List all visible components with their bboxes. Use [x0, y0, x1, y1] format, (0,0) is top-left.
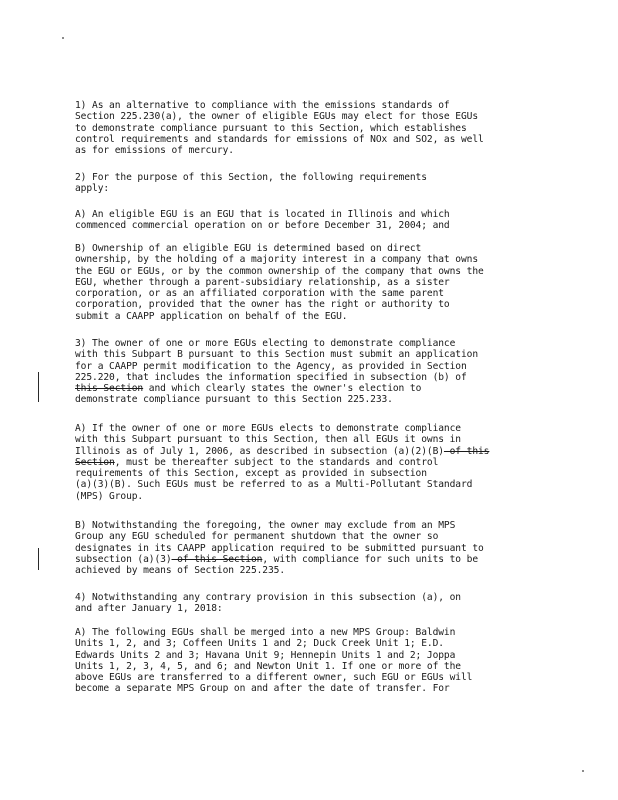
- paragraph-3a-text-after: , must be thereafter subject to the standards and control requirements of this Section, except as provided in subsection (a)(3)(B). Such EGUs must be referred to as a Multi-Pollutant Standard (MPS) Group.: [75, 456, 473, 502]
- paragraph-4-notwithstanding: 4) Notwithstanding any contrary provision in this subsection (a), on and after January 1, 2018:: [75, 592, 461, 615]
- paragraph-2b-ownership: B) Ownership of an eligible EGU is determined based on direct ownership, by the holding of a majority interest in a company that owns the EGU or EGUs, or by the common ownership of the company that owns the EGU, whether through a parent-subsidiary relationship, as a sister corporation, or as an affiliated corporation with the same parent corporation, provided that the owner has the right or authority to submit a CAAPP application on behalf of the EGU.: [75, 243, 484, 322]
- paragraph-3-text-before: 3) The owner of one or more EGUs electing to demonstrate compliance with this Subpart B pursuant to this Section must submit an application for a CAAPP permit modification to the Agency, as provided in Section 225.220, that includes the information specified in subsection (b) of: [75, 338, 478, 383]
- paragraph-3-text-after: and which clearly states the owner's election to demonstrate compliance pursuant to this Section 225.233.: [75, 383, 422, 406]
- scan-speck: [582, 770, 584, 772]
- scan-speck: [62, 37, 64, 39]
- paragraph-1-alternative-compliance: 1) As an alternative to compliance with the emissions standards of Section 225.230(a), the owner of eligible EGUs may elect for those EGUs to demonstrate compliance pursuant to this Section, which establishes control requirements and standards for emissions of NOx and SO2, as well as for emissions of mercury.: [75, 100, 484, 157]
- paragraph-3a-struck-text: of this Section: [75, 445, 490, 468]
- paragraph-2-requirements-apply: 2) For the purpose of this Section, the following requirements apply:: [75, 172, 427, 195]
- paragraph-3b-exclusion: [75, 520, 540, 576]
- paragraph-3-struck-text: this Section: [75, 383, 144, 395]
- paragraph-2a-eligible-egu: A) An eligible EGU is an EGU that is located in Illinois and which commenced commercial operation on or before December 31, 2004; and: [75, 209, 450, 232]
- paragraph-4a-merged-egus: A) The following EGUs shall be merged into a new MPS Group: Baldwin Units 1, 2, and 3; Coffeen Units 1 and 2; Duck Creek Unit 1; E.D. Edwards Units 2 and 3; Havana Unit 9; Hennepin Units 1 and 2; Joppa Units 1, 2, 3, 4, 5, and 6; and Newton Unit 1. If one or more of the above EGUs are transferred to a different owner, such EGU or EGUs will become a separate MPS Group on and after the date of transfer. For: [75, 627, 473, 695]
- paragraph-3a-mps-group: [75, 423, 540, 502]
- paragraph-3-caapp-application: [75, 338, 540, 406]
- paragraph-3a-text-before: A) If the owner of one or more EGUs elects to demonstrate compliance with this Subpart pursuant to this Section, then all EGUs it owns in Illinois as of July 1, 2006, as described in subsection (a)(2)(B): [75, 423, 461, 457]
- paragraph-3b-text-before: B) Notwithstanding the foregoing, the owner may exclude from an MPS Group any EGU scheduled for permanent shutdown that the owner so designates in its CAAPP application required to be submitted pursuant to subsection (a)(3): [75, 520, 484, 565]
- paragraph-3b-text-after: , with compliance for such units to be achieved by means of Section 225.235.: [75, 553, 479, 577]
- revision-bar: [38, 548, 39, 570]
- revision-bar: [38, 372, 39, 402]
- paragraph-3b-struck-text: of this Section: [171, 553, 263, 565]
